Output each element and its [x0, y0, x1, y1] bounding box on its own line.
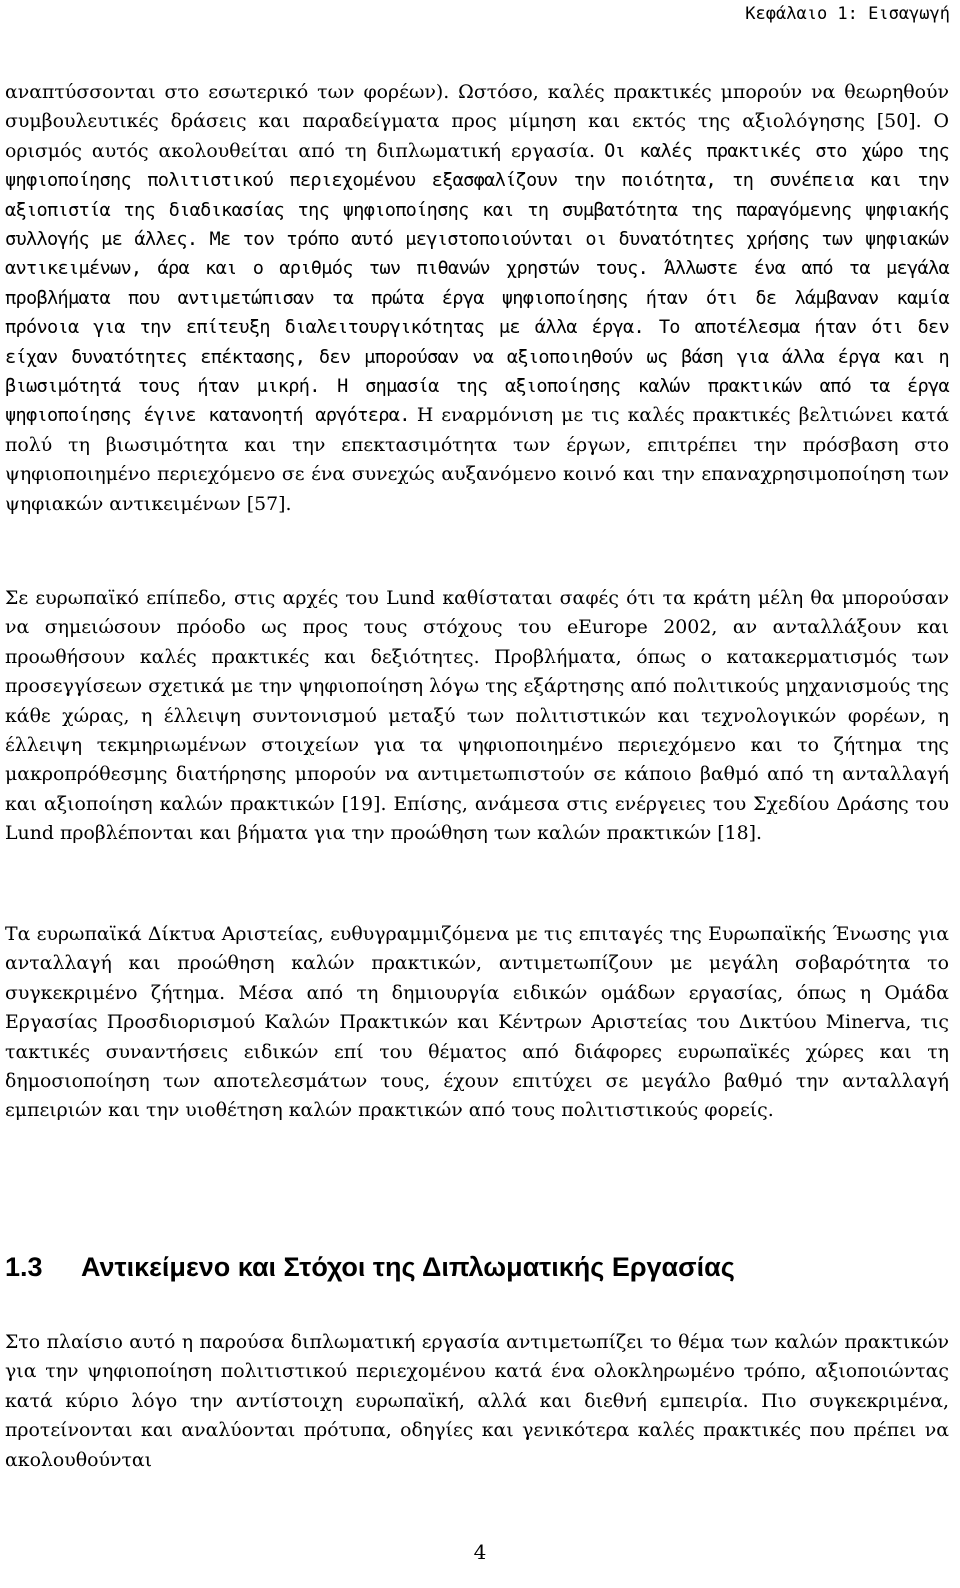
paragraph-segment-intro: αναπτύσσονται στο εσωτερικό των φορέων). Ωστόσο, καλές πρακτικές μπορούν να θεωρηθούν συμβουλευτικές δράσεις και παραδείγματα προς μίμηση και εκτός της αξιολόγησης [50]. Ο ορισμός αυτός ακολουθείται από τη διπλωματική εργασία. — [5, 81, 949, 162]
section-number: 1.3 — [5, 1252, 43, 1282]
section-title: Αντικείμενο και Στόχοι της Διπλωματικής Εργασίας — [81, 1252, 735, 1282]
page-number: 4 — [473, 1540, 487, 1564]
paragraph-segment-sustainability: Η εναρμόνιση με τις καλές πρακτικές βελτιώνει κατά πολύ τη βιωσιμότητα και την επεκτασιμότητα των έργων, επιτρέπει την πρόσβαση στο ψηφιοποιημένο περιεχόμενο σε ένα συνεχώς αυξανόμενο κοινό και την επαναχρησιμοποίηση των ψηφιακών αντικειμένων [57]. — [5, 404, 949, 515]
section-heading — [5, 1247, 735, 1287]
paragraph-thesis-scope: Στο πλαίσιο αυτό η παρούσα διπλωματική εργασία αντιμετωπίζει το θέμα των καλών πρακτικών για την ψηφιοποίηση πολιτιστικού περιεχομένου κατά ένα ολοκληρωμένο τρόπο, αξιοποιώντας κατά κύριο λόγο την αντίστοιχη ευρωπαϊκή, αλλά και διεθνή εμπειρία. Πιο συγκεκριμένα, προτείνονται και αναλύονται πρότυπα, οδηγίες και γενικότερα καλές πρακτικές που πρέπει να ακολουθούνται — [5, 1331, 949, 1471]
running-header: Κεφάλαιο 1: Εισαγωγή — [745, 4, 950, 24]
paragraph-best-practices-definition — [5, 78, 949, 519]
paragraph-european-level: Σε ευρωπαϊκό επίπεδο, στις αρχές του Lund καθίσταται σαφές ότι τα κράτη μέλη θα μπορούσαν να σημειώσουν πρόοδο ως προς τους στόχους του eEurope 2002, αν ανταλλάξουν και προωθήσουν καλές πρακτικές και δεξιότητες. Προβλήματα, όπως ο κατακερματισμός των προσεγγίσεων σχετικά με την ψηφιοποίηση λόγω της εξάρτησης από πολιτικούς μηχανισμούς της κάθε χώρας, η έλλειψη συντονισμού μεταξύ των πολιτιστικών και τεχνολογικών φορέων, η έλλειψη τεκμηριωμένων στοιχείων για τα ψηφιοποιημένο περιεχόμενο και το ζήτημα της μακροπρόθεσμης διατήρησης μπορούν να αντιμετωπιστούν σε κάποιο βαθμό από τη ανταλλαγή και αξιοποίηση καλών πρακτικών [19]. Επίσης, ανάμεσα στις ενέργειες του Σχεδίου Δράσης του Lund προβλέπονται και βήματα για την προώθηση των καλών πρακτικών [18]. — [5, 587, 949, 845]
paragraph-segment-digitization-quality: Οι καλές πρακτικές στο χώρο της ψηφιοποίησης πολιτιστικού περιεχομένου εξασφαλίζουν την ποιότητα, τη συνέπεια και την αξιοπιστία της διαδικασίας της ψηφιοποίησης και τη συμβατότητα της παραγόμενης ψηφιακής συλλογής με άλλες. Με τον τρόπο αυτό μεγιστοποιούνται οι δυνατότητες χρήσης των ψηφιακών αντικειμένων, άρα και ο αριθμός των πιθανών χρηστών τους. Άλλωστε ένα από τα μεγάλα προβλήματα που αντιμετώπισαν τα πρώτα έργα ψηφιοποίησης ήταν ότι δε λάμβαναν καμία πρόνοια για την επίτευξη διαλειτουργικότητας με άλλα έργα. Το αποτέλεσμα ήταν ότι δεν είχαν δυνατότητες επέκτασης, δεν μπορούσαν να αξιοποιηθούν ως βάση για άλλα έργα και η βιωσιμότητά τους ήταν μικρή. Η σημασία της αξιοποίησης καλών πρακτικών από τα έργα ψηφιοποίησης έγινε κατανοητή αργότερα. — [5, 140, 949, 427]
paragraph-networks-of-excellence: Τα ευρωπαϊκά Δίκτυα Αριστείας, ευθυγραμμιζόμενα με τις επιταγές της Ευρωπαϊκής Ένωσης για ανταλλαγή και προώθηση καλών πρακτικών, αντιμετωπίζουν με μεγάλη σοβαρότητα το συγκεκριμένο ζήτημα. Μέσα από τη δημιουργία ειδικών ομάδων εργασίας, όπως η Ομάδα Εργασίας Προσδιορισμού Καλών Πρακτικών και Κέντρων Αριστείας του Δικτύου Minerva, τις τακτικές συναντήσεις ειδικών επί του θέματος από διάφορες ευρωπαϊκές χώρες και τη δημοσιοποίηση των αποτελεσμάτων τους, έχουν επιτύχει σε μεγάλο βαθμό την ανταλλαγή εμπειριών και την υιοθέτηση καλών πρακτικών από τους πολιτιστικούς φορείς. — [5, 923, 949, 1122]
